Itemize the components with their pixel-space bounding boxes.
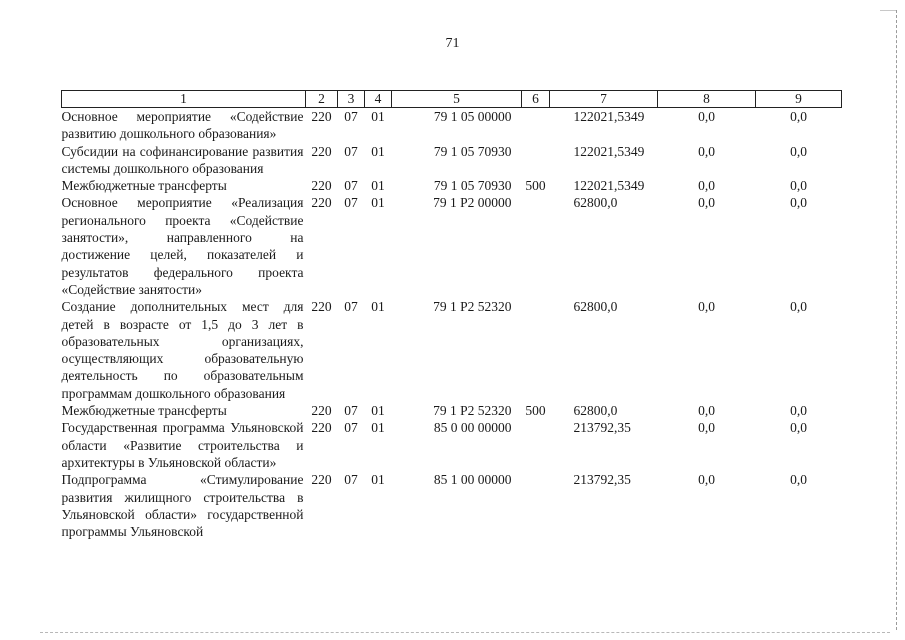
cell-subsection: 01 — [371, 109, 385, 124]
column-header: 9 — [756, 91, 842, 108]
page-number: 71 — [445, 36, 460, 51]
table-row — [62, 471, 842, 540]
row-name: Межбюджетные трансферты — [61, 178, 227, 194]
cell-expense-type — [522, 143, 550, 178]
budget-table — [61, 90, 842, 540]
column-header: 1 — [62, 91, 306, 108]
cell-col9: 0,0 — [790, 143, 807, 159]
cell-expense-type: 500 — [525, 403, 546, 419]
row-name: Подпрограмма «Стимулирование развития жилищного строительства в Ульяновской области» государственной программы Ульяновской — [61, 472, 304, 540]
cell-expense-type — [522, 471, 550, 540]
cell-col8: 0,0 — [698, 178, 715, 194]
cell-subsection: 01 — [371, 299, 385, 315]
column-header: 2 — [306, 91, 338, 108]
cell-amount: 62800,0 — [573, 403, 618, 419]
column-header: 6 — [522, 91, 550, 108]
cell-col9: 0,0 — [790, 403, 807, 419]
cell-section: 07 — [344, 178, 358, 194]
cell-target-article: 79 1 Р2 00000 — [433, 195, 512, 211]
table-row — [62, 402, 842, 419]
table-row — [62, 419, 842, 471]
cell-section: 07 — [344, 472, 358, 488]
cell-target-article: 79 1 05 00000 — [433, 109, 512, 124]
row-name: Основное мероприятие «Реализация регионального проекта «Содействие занятости», направленного на достижение целей, показателей и результатов федерального проекта «Содействие занятости» — [61, 195, 304, 297]
cell-target-article: 79 1 Р2 52320 — [433, 403, 512, 419]
row-name: Государственная программа Ульяновской области «Развитие строительства и архитектуры в Ульяновской области» — [61, 420, 304, 470]
cell-col9: 0,0 — [790, 420, 807, 436]
cell-subsection: 01 — [371, 178, 385, 194]
cell-target-article: 85 0 00 00000 — [433, 420, 512, 436]
cell-col8: 0,0 — [698, 472, 715, 488]
row-name: Межбюджетные трансферты — [61, 403, 227, 419]
cell-col8: 0,0 — [698, 143, 715, 159]
cell-col8: 0,0 — [698, 403, 715, 419]
cell-amount: 122021,5349 — [573, 178, 645, 194]
cell-col9: 0,0 — [790, 299, 807, 315]
column-header: 7 — [550, 91, 658, 108]
cell-col8: 0,0 — [698, 109, 715, 124]
table-row — [62, 108, 842, 143]
cell-chapter: 220 — [311, 472, 332, 488]
cell-chapter: 220 — [311, 403, 332, 419]
table-row — [62, 194, 842, 298]
cell-chapter: 220 — [311, 109, 332, 124]
table-row — [62, 298, 842, 402]
page-edge-right — [896, 10, 897, 630]
cell-col8: 0,0 — [698, 299, 715, 315]
cell-amount: 62800,0 — [573, 195, 618, 211]
cell-section: 07 — [344, 143, 358, 159]
cell-col9: 0,0 — [790, 472, 807, 488]
page-edge-bottom — [40, 632, 890, 633]
cell-col9: 0,0 — [790, 178, 807, 194]
cell-section: 07 — [344, 420, 358, 436]
row-name: Создание дополнительных мест для детей в возрасте от 1,5 до 3 лет в образовательных организациях, осуществляющих образовательную деятельность по образовательным программам дошкольного образования — [61, 299, 304, 401]
cell-expense-type — [522, 194, 550, 298]
table-row — [62, 177, 842, 194]
cell-section: 07 — [344, 299, 358, 315]
column-header: 4 — [365, 91, 392, 108]
cell-expense-type — [522, 108, 550, 143]
cell-chapter: 220 — [311, 178, 332, 194]
page-edge-top — [880, 10, 896, 11]
cell-col8: 0,0 — [698, 195, 715, 211]
cell-subsection: 01 — [371, 403, 385, 419]
column-header: 8 — [658, 91, 756, 108]
column-header: 3 — [338, 91, 365, 108]
cell-amount: 213792,35 — [573, 472, 631, 488]
cell-chapter: 220 — [311, 420, 332, 436]
cell-amount: 122021,5349 — [573, 109, 645, 124]
cell-expense-type — [522, 419, 550, 471]
cell-chapter: 220 — [311, 143, 332, 159]
cell-chapter: 220 — [311, 299, 332, 315]
cell-expense-type: 500 — [525, 178, 546, 194]
cell-section: 07 — [344, 109, 358, 124]
cell-target-article: 79 1 05 70930 — [433, 143, 512, 159]
table-header-row — [62, 91, 842, 108]
column-header: 5 — [392, 91, 522, 108]
cell-target-article: 79 1 Р2 52320 — [433, 299, 512, 315]
cell-col9: 0,0 — [790, 195, 807, 211]
cell-target-article: 79 1 05 70930 — [433, 178, 512, 194]
table-row — [62, 143, 842, 178]
cell-subsection: 01 — [371, 472, 385, 488]
cell-expense-type — [522, 298, 550, 402]
cell-amount: 122021,5349 — [573, 143, 645, 159]
row-name: Основное мероприятие «Содействие развитию дошкольного образования» — [61, 109, 304, 142]
cell-target-article: 85 1 00 00000 — [433, 472, 512, 488]
cell-subsection: 01 — [371, 195, 385, 211]
cell-amount: 213792,35 — [573, 420, 631, 436]
cell-subsection: 01 — [371, 143, 385, 159]
cell-col9: 0,0 — [790, 109, 807, 124]
cell-section: 07 — [344, 195, 358, 211]
cell-col8: 0,0 — [698, 420, 715, 436]
cell-amount: 62800,0 — [573, 299, 618, 315]
row-name: Субсидии на софинансирование развития системы дошкольного образования — [61, 143, 304, 176]
cell-section: 07 — [344, 403, 358, 419]
cell-chapter: 220 — [311, 195, 332, 211]
cell-subsection: 01 — [371, 420, 385, 436]
